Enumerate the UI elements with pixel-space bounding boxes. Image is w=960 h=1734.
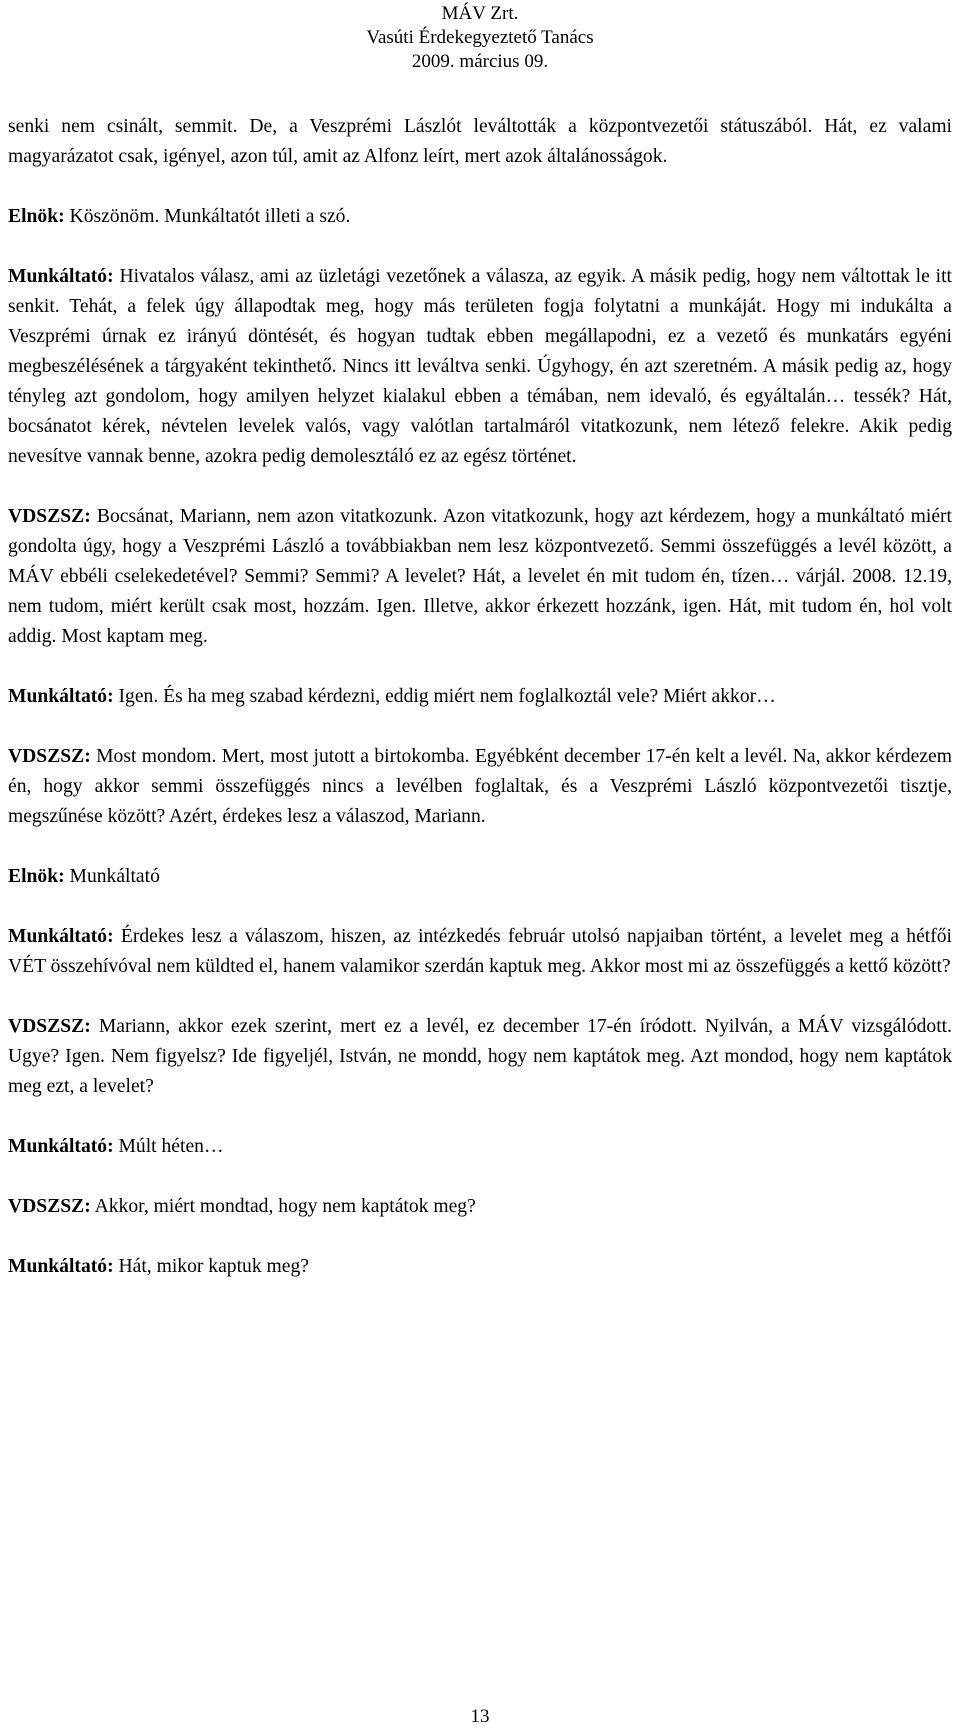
- paragraph: [8, 1192, 952, 1222]
- paragraph: [8, 502, 952, 652]
- paragraph-text: senki nem csinált, semmit. De, a Veszprémi Lászlót leváltották a központvezetői státuszából. Hát, ez valami magyarázatot csak, igényel, azon túl, amit az Alfonz leírt, mert azok általánosságok.: [8, 116, 952, 167]
- paragraph-text: Köszönöm. Munkáltatót illeti a szó.: [64, 206, 351, 227]
- speaker-label: Munkáltató:: [8, 1136, 114, 1157]
- document-header: [0, 2, 960, 74]
- paragraph: [8, 922, 952, 982]
- header-council: Vasúti Érdekegyeztető Tanács: [366, 27, 594, 48]
- paragraph: [8, 112, 952, 172]
- header-date: 2009. március 09.: [411, 51, 549, 72]
- paragraph: [8, 1132, 952, 1162]
- paragraph: [8, 682, 952, 712]
- speaker-label: VDSZSZ:: [8, 1016, 91, 1037]
- speaker-label: VDSZSZ:: [8, 746, 91, 767]
- speaker-label: Munkáltató:: [8, 1256, 114, 1277]
- speaker-label: Elnök:: [8, 206, 65, 227]
- paragraph: [8, 1012, 952, 1102]
- speaker-label: Munkáltató:: [8, 686, 114, 707]
- paragraph: [8, 862, 952, 892]
- paragraph-text: Bocsánat, Mariann, nem azon vitatkozunk. Azon vitatkozunk, hogy azt kérdezem, hogy a munkáltató miért gondolta úgy, hogy a Veszprémi László a továbbiakban nem lesz központvezető. Semmi összefüggés a levél között, a MÁV ebbéli cselekedetével? Semmi? Semmi? A levelet? Hát, a levelet én mit tudom én, tízen… várjál. 2008. 12.19, nem tudom, miért került csak most, hozzám. Igen. Illetve, akkor érkezett hozzánk, igen. Hát, mit tudom én, hol volt addig. Most kaptam meg.: [8, 506, 952, 647]
- transcript-body: [8, 112, 952, 1312]
- paragraph-text: Akkor, miért mondtad, hogy nem kaptátok meg?: [90, 1196, 476, 1217]
- paragraph: [8, 262, 952, 472]
- paragraph-text: Hivatalos válasz, ami az üzletági vezetőnek a válasza, az egyik. A másik pedig, hogy nem váltottak le itt senkit. Tehát, a felek úgy állapodtak meg, hogy más területen fogja folytatni a munkáját. Hogy mi indukálta a Veszprémi úrnak ez irányú döntését, és hogyan tudtak ebben megállapodni, ez a vezető és munkatárs egyéni megbeszélésének a tárgyaként tekinthető. Nincs itt leváltva senki. Úgyhogy, én azt szeretném. A másik pedig az, hogy tényleg azt gondolom, hogy amilyen helyzet kialakul ebben a témában, nem idevaló, és egyáltalán… tessék? Hát, bocsánatot kérek, névtelen levelek valós, vagy valótlan tartalmáról vitatkozunk, nem létező felekre. Akik pedig nevesítve vannak benne, azokra pedig demolesztáló ez az egész történet.: [8, 266, 952, 467]
- paragraph-text: Múlt héten…: [113, 1136, 224, 1157]
- speaker-label: Munkáltató:: [8, 926, 114, 947]
- speaker-label: Elnök:: [8, 866, 65, 887]
- paragraph-text: Most mondom. Mert, most jutott a birtokomba. Egyébként december 17-én kelt a levél. Na, akkor kérdezem én, hogy akkor semmi összefüggés nincs a levélben foglaltak, és a Veszprémi László központvezetői tisztje, megszűnése között? Azért, érdekes lesz a válaszod, Mariann.: [8, 746, 952, 827]
- paragraph-text: Mariann, akkor ezek szerint, mert ez a levél, ez december 17-én íródott. Nyilván, a MÁV vizsgálódott. Ugye? Igen. Nem figyelsz? Ide figyeljél, István, ne mondd, hogy nem kaptátok meg. Azt mondod, hogy nem kaptátok meg ezt, a levelet?: [8, 1016, 952, 1097]
- paragraph-text: Hát, mikor kaptuk meg?: [113, 1256, 309, 1277]
- paragraph-text: Igen. És ha meg szabad kérdezni, eddig miért nem foglalkoztál vele? Miért akkor…: [113, 686, 776, 707]
- header-company: MÁV Zrt.: [441, 3, 519, 24]
- paragraph: [8, 742, 952, 832]
- paragraph: [8, 1252, 952, 1282]
- paragraph-text: Munkáltató: [64, 866, 160, 887]
- page-number: 13: [470, 1706, 490, 1727]
- paragraph-text: Érdekes lesz a válaszom, hiszen, az intézkedés február utolsó napjaiban történt, a levelet meg a hétfői VÉT összehívóval nem küldted el, hanem valamikor szerdán kaptuk meg. Akkor most mi az összefüggés a kettő között?: [8, 926, 952, 977]
- speaker-label: Munkáltató:: [8, 266, 114, 287]
- paragraph: [8, 202, 952, 232]
- speaker-label: VDSZSZ:: [8, 506, 91, 527]
- speaker-label: VDSZSZ:: [8, 1196, 91, 1217]
